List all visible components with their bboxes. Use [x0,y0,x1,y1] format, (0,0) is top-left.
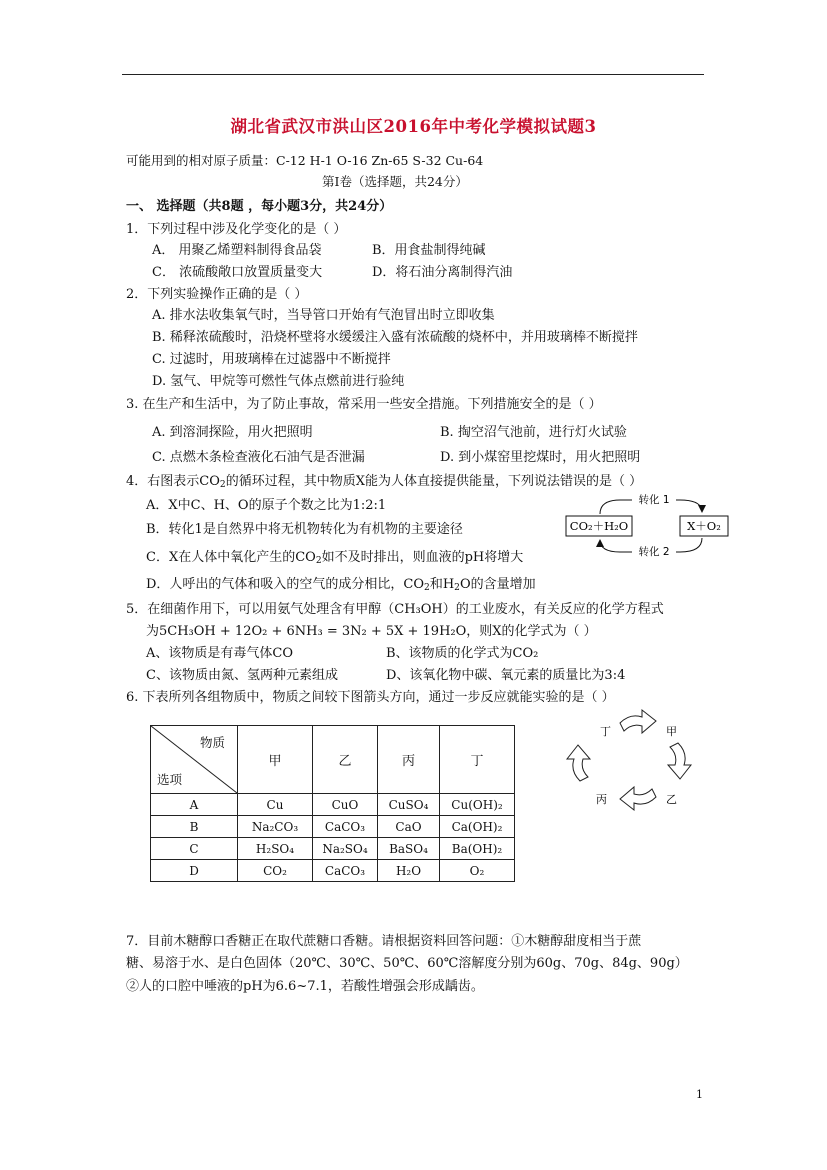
table-cell: CaCO₃ [313,860,378,882]
q3-option-c: C. 点燃木条检查液化石油气是否泄漏 [152,450,365,465]
conversion-2-label: 转化 2 [638,546,670,558]
q1-stem: 1．下列过程中涉及化学变化的是（ ） [126,222,347,237]
table-cell: A [151,794,238,816]
q2-option-a: A. 排水法收集氧气时，当导管口开始有气泡冒出时立即收集 [152,308,495,323]
corner-top-label: 物质 [199,735,225,750]
x-o2-label: X＋O₂ [687,519,721,533]
q7-line-3: ②人的口腔中唾液的pH为6.6~7.1，若酸性增强会形成龋齿。 [126,979,484,994]
table-cell: Cu(OH)₂ [440,794,515,816]
q5-option-c: C、该物质由氮、氢两种元素组成 [146,668,338,683]
q1-option-d: D．将石油分离制得汽油 [372,265,513,280]
table-cell: C [151,838,238,860]
table-cell: CuSO₄ [378,794,440,816]
table-header-ding: 丁 [440,726,515,794]
q7-line-2: 糖、易溶于水、是白色固体（20℃、30℃、50℃、60℃溶解度分别为60g、70g、84g、90g） [126,956,688,971]
bing-label: 丙 [596,793,607,806]
table-cell: Na₂SO₄ [313,838,378,860]
volume-header: 第Ⅰ卷（选择题，共24分） [322,174,468,189]
q1-option-b: B．用食盐制得纯碱 [372,243,486,258]
table-row [151,794,515,816]
table-cell: Ba(OH)₂ [440,838,515,860]
co2-h2o-label: CO₂＋H₂O [569,519,629,533]
substance-table [150,725,515,882]
q2-option-d: D. 氢气、甲烷等可燃性气体点燃前进行验纯 [152,374,405,389]
yi-label: 乙 [666,793,677,806]
arrow-yi-to-bing [620,787,656,810]
jia-label: 甲 [666,725,677,738]
header-rule [122,74,704,75]
substance-cycle-diagram [560,705,710,815]
q1-option-a: A． 用聚乙烯塑料制得食品袋 [152,243,322,258]
q7-line-1: 7．目前木糖醇口香糖正在取代蔗糖口香糖。请根据资料回答问题：①木糖醇甜度相当于蔗 [126,934,642,949]
table-cell: D [151,860,238,882]
table-header-jia: 甲 [238,726,313,794]
q4-stem: 4．右图表示$CO_2$的循环过程，其中物质X能为人体直接提供能量，下列说法错误的是（ ） [126,474,643,490]
q5-option-b: B、该物质的化学式为CO₂ [386,646,539,661]
arrow-ding-to-jia [620,710,656,733]
q5-equation: 为5CH₃OH + 12O₂ + 6NH₃ = 3N₂ + 5X + 19H₂O，则X的化学式为（ ） [146,624,597,639]
table-row [151,860,515,882]
table-cell: CaO [378,816,440,838]
table-cell: O₂ [440,860,515,882]
page-title: 湖北省武汉市洪山区2016年中考化学模拟试题3 [230,117,597,136]
table-row [151,816,515,838]
co2-cycle-diagram [560,490,735,562]
q2-stem: 2．下列实验操作正确的是（ ） [126,287,308,302]
conversion-1-label: 转化 1 [638,494,670,506]
table-cell: CuO [313,794,378,816]
q3-stem: 3. 在生产和生活中，为了防止事故，常采用一些安全措施。下列措施安全的是（ ） [126,397,602,412]
page-number: 1 [696,1088,703,1101]
table-cell: BaSO₄ [378,838,440,860]
q6-stem: 6. 下表所列各组物质中，物质之间较下图箭头方向，通过一步反应就能实验的是（ ） [126,690,615,705]
q4-option-d: D．人呼出的气体和吸入的空气的成分相比，$CO_2$和$H_2O$的含量增加 [146,577,536,593]
q5-option-a: A、该物质是有毒气体CO [146,646,293,661]
table-cell: CO₂ [238,860,313,882]
q4-option-a: A．X中C、H、O的原子个数之比为1:2:1 [146,498,387,513]
table-cell: CaCO₃ [313,816,378,838]
arrow-bing-to-ding [567,745,590,781]
table-cell: B [151,816,238,838]
table-header-row [151,726,515,794]
q4-option-b: B．转化1是自然界中将无机物转化为有机物的主要途径 [146,522,463,537]
arrow-jia-to-yi [668,743,691,779]
q1-option-c: C． 浓硫酸敞口放置质量变大 [152,265,323,280]
table-corner-cell [151,726,238,794]
table-cell: Cu [238,794,313,816]
q2-option-c: C. 过滤时，用玻璃棒在过滤器中不断搅拌 [152,352,391,367]
table-cell: H₂SO₄ [238,838,313,860]
table-cell: Na₂CO₃ [238,816,313,838]
table-header-bing: 丙 [378,726,440,794]
ding-label: 丁 [600,725,611,738]
table-cell: H₂O [378,860,440,882]
corner-bottom-label: 选项 [157,772,183,787]
q3-option-d: D. 到小煤窑里挖煤时，用火把照明 [440,450,641,465]
q3-option-b: B. 掏空沼气池前，进行灯火试验 [440,425,627,440]
q5-stem: 5．在细菌作用下，可以用氨气处理含有甲醇（CH₃OH）的工业废水，有关反应的化学方程式 [126,602,664,617]
table-row [151,838,515,860]
q2-option-b: B. 稀释浓硫酸时，沿烧杯壁将水缓缓注入盛有浓硫酸的烧杯中，并用玻璃棒不断搅拌 [152,330,638,345]
table-cell: Ca(OH)₂ [440,816,515,838]
section-header: 一、 选择题（共8题 ，每小题3分，共24分） [126,199,393,214]
q3-option-a: A. 到溶洞探险，用火把照明 [152,425,313,440]
table-header-yi: 乙 [313,726,378,794]
q5-option-d: D、该氧化物中碳、氧元素的质量比为3:4 [386,668,626,683]
atomic-masses: 可能用到的相对原子质量：C-12 H-1 O-16 Zn-65 S-32 Cu-64 [126,153,484,168]
q4-option-c: C．X在人体中氧化产生的$CO_2$如不及时排出，则血液的pH将增大 [146,550,524,566]
